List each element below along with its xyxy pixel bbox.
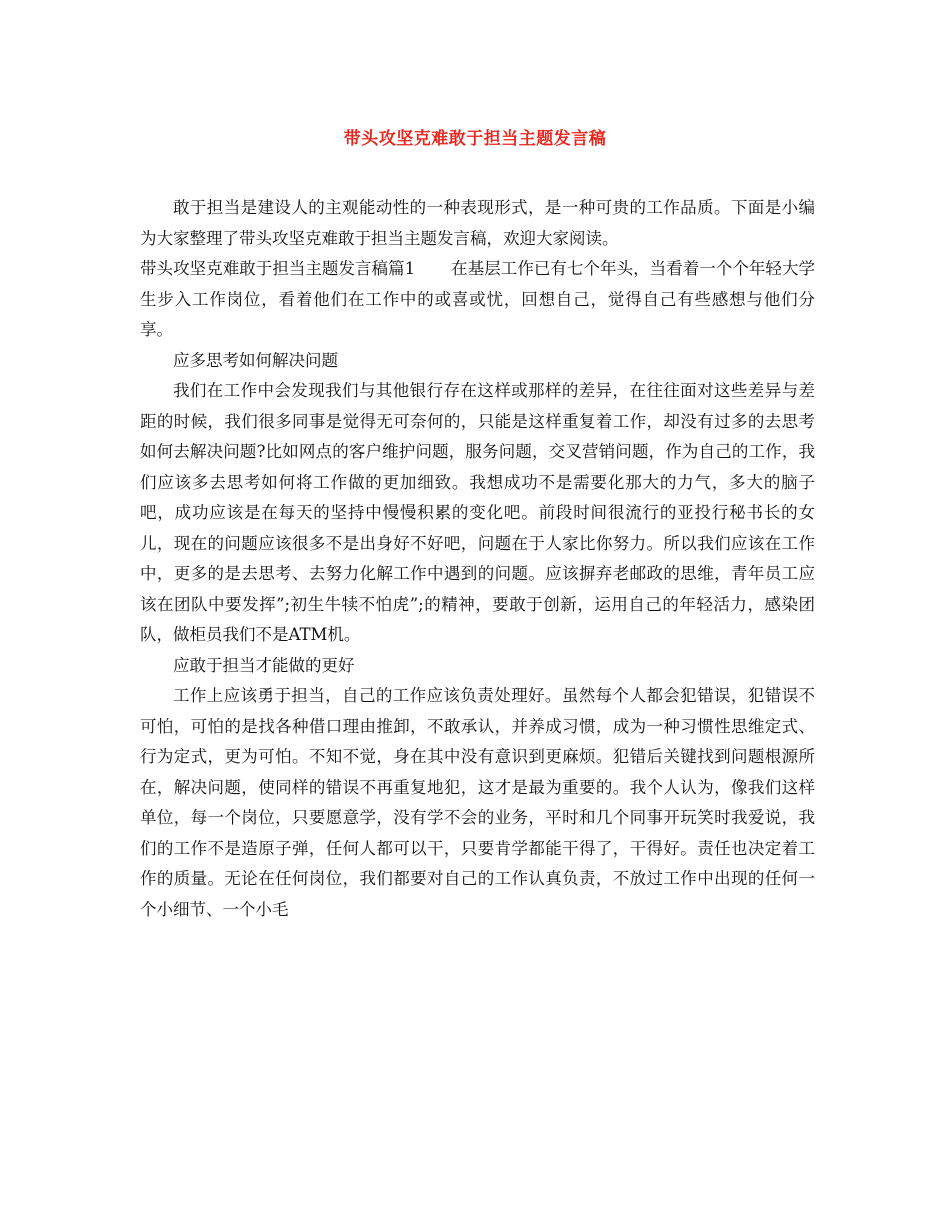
section-label: 带头攻坚克难敢于担当主题发言稿篇1 (140, 259, 416, 278)
section-opening-text: 在基层工作已有七个年头，当看着一个个年轻大学生步入工作岗位，看着他们在工作中的或喜或忧，回想自己，觉得自己有些感想与他们分享。 (140, 259, 816, 339)
intro-paragraph: 敢于担当是建设人的主观能动性的一种表现形式，是一种可贵的工作品质。下面是小编为大家整理了带头攻坚克难敢于担当主题发言稿，欢迎大家阅读。 (140, 198, 815, 248)
document-body (140, 193, 815, 925)
paragraph-think: 我们在工作中会发现我们与其他银行存在这样或那样的差异，在往往面对这些差异与差距的时候，我们很多同事是觉得无可奈何的，只能是这样重复着工作，却没有过多的去思考如何去解决问题?比如网点的客户维护问题，服务问题，交叉营销问题，作为自己的工作，我们应该多去思考如何将工作做的更加细致。我想成功不是需要化那大的力气，多大的脑子吧，成功应该是在每天的坚持中慢慢积累的变化吧。前段时间很流行的亚投行秘书长的女儿，现在的问题应该很多不是出身好不好吧，问题在于人家比你努力。所以我们应该在工作中，更多的是去思考、去努力化解工作中遇到的问题。应该摒弃老邮政的思维，青年员工应该在团队中要发挥”;初生牛犊不怕虎”;的精神，要敢于创新，运用自己的年轻活力，感染团队，做柜员我们不是ATM机。 (140, 381, 815, 644)
section-opening-paragraph (140, 254, 815, 346)
paragraph-responsibility: 工作上应该勇于担当，自己的工作应该负责处理好。虽然每个人都会犯错误，犯错误不可怕，可怕的是找各种借口理由推卸，不敢承认，并养成习惯，成为一种习惯性思维定式、行为定式，更为可怕。不知不觉，身在其中没有意识到更麻烦。犯错后关键找到问题根源所在，解决问题，使同样的错误不再重复地犯，这才是最为重要的。我个人认为，像我们这样单位，每一个岗位，只要愿意学，没有学不会的业务，平时和几个同事开玩笑时我爱说，我们的工作不是造原子弹，任何人都可以干，只要肯学都能干得了，干得好。责任也决定着工作的质量。无论在任何岗位，我们都要对自己的工作认真负责，不放过工作中出现的任何一个小细节、一个小毛 (140, 686, 815, 919)
section-heading-think: 应多思考如何解决问题 (173, 350, 338, 370)
section-heading-responsibility: 应敢于担当才能做的更好 (173, 655, 355, 675)
document-title: 带头攻坚克难敢于担当主题发言稿 (343, 129, 607, 149)
